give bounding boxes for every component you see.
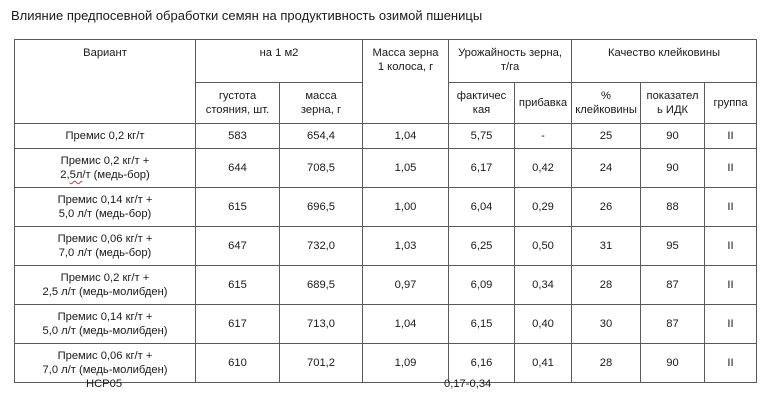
- cell-gluten-pct: 24: [572, 149, 641, 188]
- table-row: [15, 344, 757, 383]
- header-idk-line1: показател: [646, 90, 699, 102]
- header-increase: [515, 83, 572, 124]
- cell-density: 583: [196, 124, 280, 149]
- results-table: [14, 39, 757, 383]
- variant-line1: Премис 0,06 кг/т +: [57, 350, 153, 362]
- cell-grain-mass: 701,2: [280, 344, 363, 383]
- spellcheck-flagged-text: 5л: [69, 169, 83, 181]
- cell-ear-mass: 1,05: [363, 149, 449, 188]
- cell-variant: [15, 344, 196, 383]
- header-density-line1: густота: [218, 90, 257, 102]
- cell-ear-mass: 1,00: [363, 188, 449, 227]
- header-grain-mass-line2: зерна, г: [300, 104, 342, 116]
- header-yield: [449, 40, 572, 83]
- variant-line2-post: /т (медь-бор): [82, 169, 150, 181]
- header-gluten-pct-line1: %: [601, 90, 611, 102]
- variant-line2: 2,5 л/т (медь-молибден): [42, 286, 168, 298]
- cell-gluten-pct: 28: [572, 266, 641, 305]
- cell-gluten-pct: 28: [572, 344, 641, 383]
- table-row: [15, 227, 757, 266]
- cell-density: 610: [196, 344, 280, 383]
- cell-grain-mass: 654,4: [280, 124, 363, 149]
- header-variant: [15, 40, 196, 124]
- header-actual-line1: фактичес: [456, 90, 507, 102]
- header-increase-label: прибавка: [518, 97, 568, 109]
- cell-gluten-pct: 26: [572, 188, 641, 227]
- cell-idk: 87: [641, 305, 705, 344]
- cell-variant: [15, 305, 196, 344]
- variant-line1: Премис 0,2 кг/т: [65, 130, 145, 142]
- lsd-value: 0,17-0,34: [444, 378, 492, 390]
- cell-idk: 87: [641, 266, 705, 305]
- cell-density: 615: [196, 266, 280, 305]
- cell-variant: [15, 188, 196, 227]
- variant-line2: 5,0 л/т (медь-бор): [58, 208, 152, 220]
- cell-grain-mass: 713,0: [280, 305, 363, 344]
- cell-actual: 6,04: [449, 188, 515, 227]
- variant-line1: Премис 0,14 кг/т +: [57, 194, 153, 206]
- variant-line2: 5,0 л/т (медь-молибден): [42, 325, 168, 337]
- header-idk: [641, 83, 705, 124]
- cell-increase: 0,34: [515, 266, 572, 305]
- cell-gluten-pct: 25: [572, 124, 641, 149]
- header-yield-line1: Урожайность зерна,: [458, 47, 562, 59]
- variant-line1: Премис 0,06 кг/т +: [57, 233, 153, 245]
- header-group-label: группа: [713, 97, 748, 109]
- table-row: [15, 149, 757, 188]
- header-per-m2-label: на 1 м2: [259, 47, 299, 59]
- cell-variant: [15, 124, 196, 149]
- table-row: [15, 124, 757, 149]
- cell-actual: 6,15: [449, 305, 515, 344]
- header-gluten-quality-label: Качество клейковины: [607, 47, 721, 59]
- cell-variant: [15, 149, 196, 188]
- cell-idk: 88: [641, 188, 705, 227]
- cell-increase: -: [515, 124, 572, 149]
- cell-increase: 0,29: [515, 188, 572, 227]
- cell-ear-mass: 1,04: [363, 305, 449, 344]
- cell-density: 617: [196, 305, 280, 344]
- cell-group: II: [705, 188, 757, 227]
- header-density-line2: стояния, шт.: [205, 104, 270, 116]
- cell-actual: 6,09: [449, 266, 515, 305]
- variant-line2: 7,0 л/т (медь-бор): [58, 247, 152, 259]
- cell-group: II: [705, 305, 757, 344]
- header-gluten-quality: [572, 40, 757, 83]
- cell-grain-mass: 708,5: [280, 149, 363, 188]
- cell-actual: 6,17: [449, 149, 515, 188]
- cell-idk: 95: [641, 227, 705, 266]
- header-grain-mass-line1: масса: [305, 90, 337, 102]
- cell-increase: 0,42: [515, 149, 572, 188]
- cell-group: II: [705, 227, 757, 266]
- cell-actual: 5,75: [449, 124, 515, 149]
- variant-line1: Премис 0,14 кг/т +: [57, 311, 153, 323]
- header-ear-mass-line2: 1 колоса, г: [377, 61, 434, 73]
- variant-line2-pre: 2,: [60, 169, 70, 181]
- table-row: [15, 266, 757, 305]
- page-title: Влияние предпосевной обработки семян на продуктивность озимой пшеницы: [11, 8, 483, 23]
- cell-increase: 0,41: [515, 344, 572, 383]
- lsd-label: НСР05: [86, 378, 123, 390]
- cell-gluten-pct: 30: [572, 305, 641, 344]
- header-variant-label: Вариант: [83, 47, 127, 59]
- header-gluten-pct-line2: клейковины: [575, 104, 637, 116]
- cell-variant: [15, 227, 196, 266]
- header-row-top: [15, 40, 757, 83]
- cell-ear-mass: 1,09: [363, 344, 449, 383]
- cell-grain-mass: 689,5: [280, 266, 363, 305]
- cell-increase: 0,50: [515, 227, 572, 266]
- header-ear-mass-line1: Масса зерна: [372, 47, 439, 59]
- header-density: [196, 83, 280, 124]
- header-gluten-pct: [572, 83, 641, 124]
- cell-ear-mass: 1,03: [363, 227, 449, 266]
- cell-idk: 90: [641, 149, 705, 188]
- cell-ear-mass: 0,97: [363, 266, 449, 305]
- cell-group: II: [705, 266, 757, 305]
- table-row: [15, 305, 757, 344]
- header-yield-line2: т/га: [500, 61, 520, 73]
- header-group: [705, 83, 757, 124]
- cell-density: 647: [196, 227, 280, 266]
- cell-ear-mass: 1,04: [363, 124, 449, 149]
- cell-group: II: [705, 124, 757, 149]
- cell-gluten-pct: 31: [572, 227, 641, 266]
- cell-increase: 0,40: [515, 305, 572, 344]
- variant-line2: 7,0 л/т (медь-молибден): [42, 364, 168, 376]
- cell-density: 615: [196, 188, 280, 227]
- cell-idk: 90: [641, 344, 705, 383]
- header-actual: [449, 83, 515, 124]
- cell-grain-mass: 696,5: [280, 188, 363, 227]
- variant-line1: Премис 0,2 кг/т +: [60, 272, 150, 284]
- header-grain-mass: [280, 83, 363, 124]
- table-row: [15, 188, 757, 227]
- cell-density: 644: [196, 149, 280, 188]
- cell-idk: 90: [641, 124, 705, 149]
- header-ear-mass: [363, 40, 449, 124]
- cell-actual: 6,25: [449, 227, 515, 266]
- cell-grain-mass: 732,0: [280, 227, 363, 266]
- cell-group: II: [705, 344, 757, 383]
- header-idk-line2: ь ИДК: [656, 104, 689, 116]
- cell-group: II: [705, 149, 757, 188]
- cell-actual: 6,16: [449, 344, 515, 383]
- variant-line1: Премис 0,2 кг/т +: [60, 155, 150, 167]
- header-actual-line2: кая: [472, 104, 491, 116]
- variant-line2: [60, 169, 150, 181]
- header-per-m2: [196, 40, 363, 83]
- cell-variant: [15, 266, 196, 305]
